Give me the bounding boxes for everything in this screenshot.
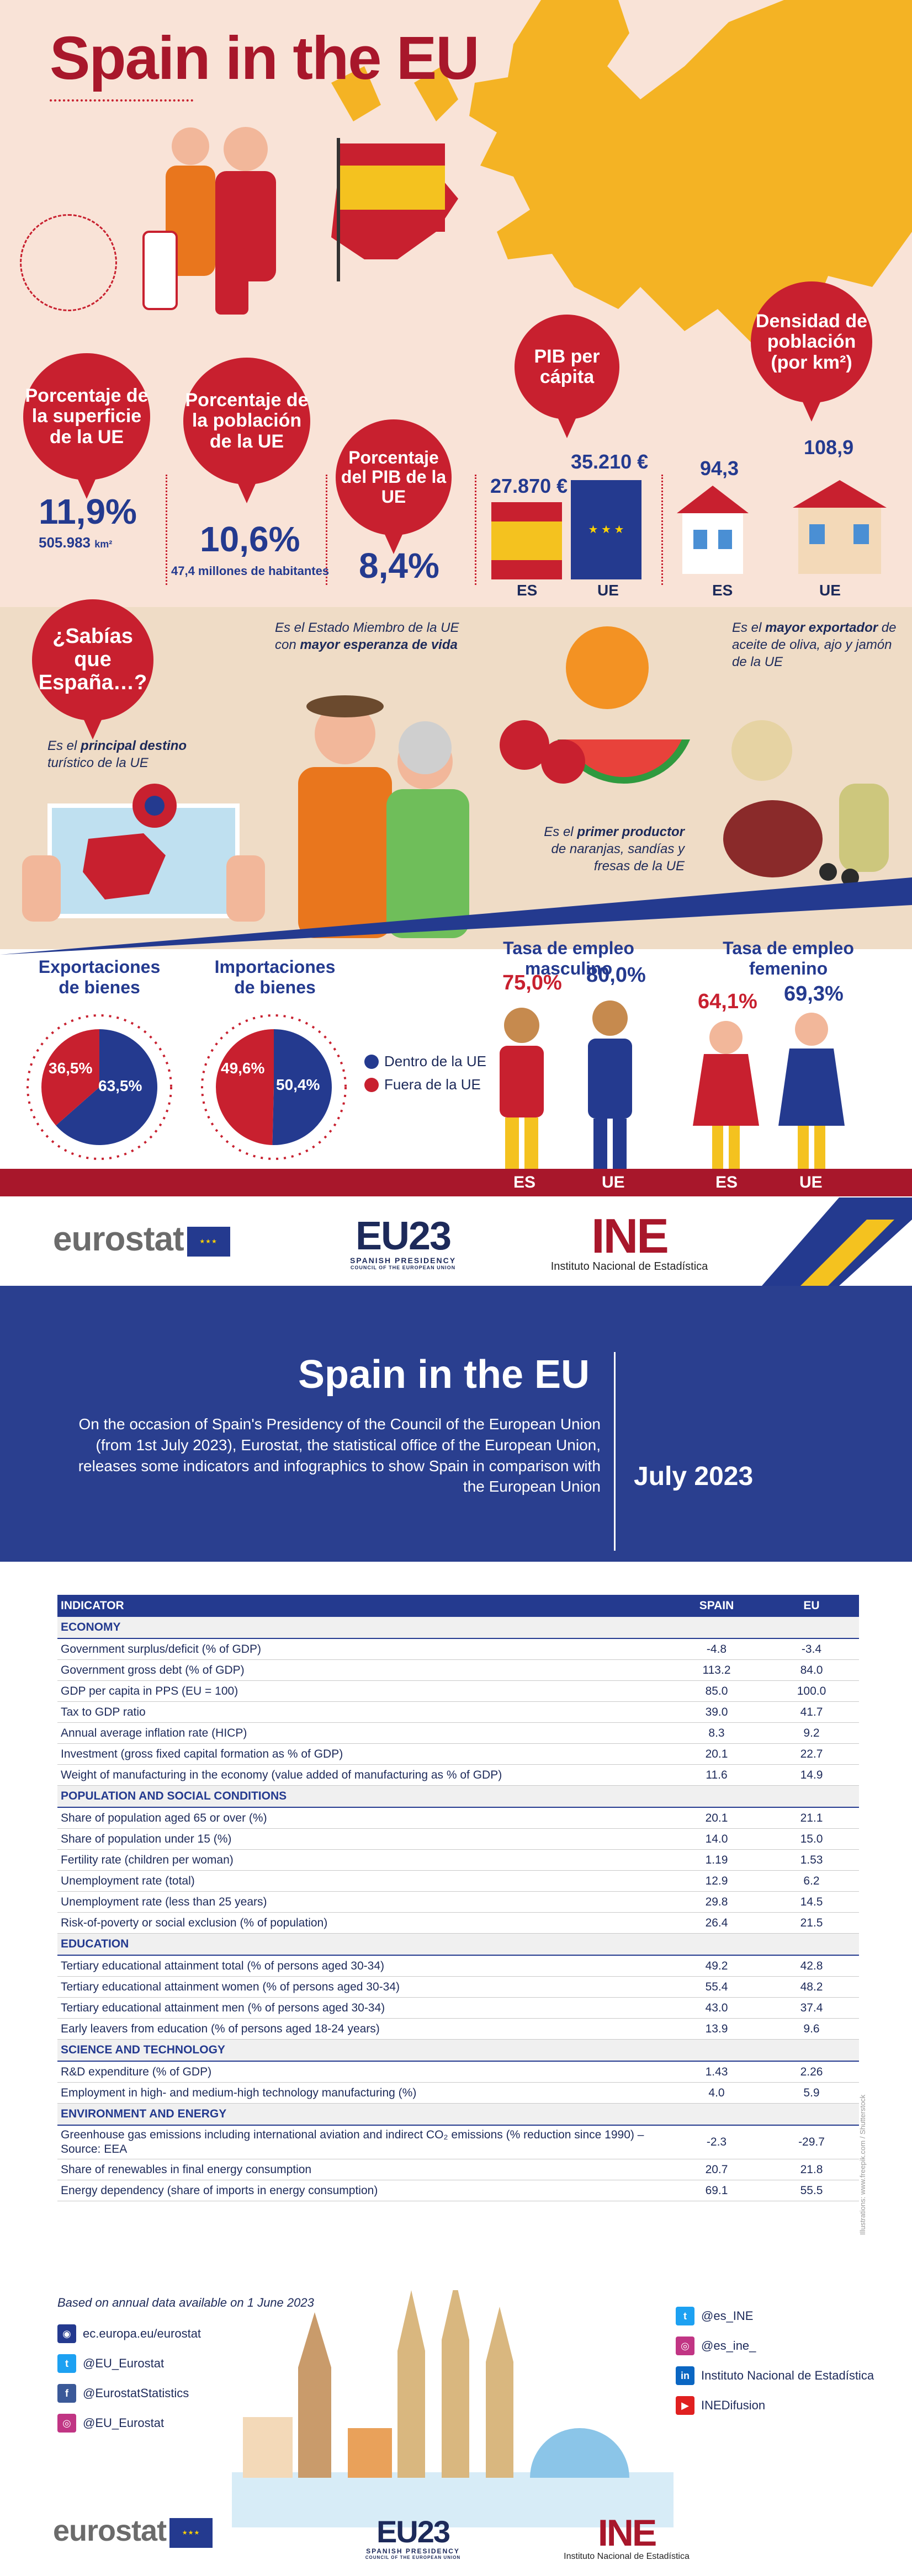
link-website-label: ec.europa.eu/eurostat xyxy=(83,2327,202,2340)
sabias-question: ¿Sabías que España…? xyxy=(38,625,147,694)
eu23-logo xyxy=(342,1216,464,1270)
table-row xyxy=(57,1850,859,1871)
title-underline xyxy=(50,99,193,102)
link-twitter-ine-label: @es_INE xyxy=(701,2309,754,2323)
male-eu-value: 80,0% xyxy=(586,964,646,987)
fact-life-expectancy: Es el Estado Miembro de la UE con mayor esperanza de vida xyxy=(275,620,459,653)
intro-title: Spain in the EU xyxy=(298,1353,590,1397)
female-es-label: ES xyxy=(715,1173,738,1191)
male-es-label: ES xyxy=(513,1173,536,1191)
indicator-name: Unemployment rate (less than 25 years) xyxy=(57,1892,669,1913)
header-indicator: INDICATOR xyxy=(57,1595,669,1617)
spain-flag-icon xyxy=(331,138,453,281)
table-row xyxy=(57,1829,859,1850)
legend-in-dot xyxy=(364,1055,379,1069)
spain-value: 11.6 xyxy=(669,1765,764,1786)
link-linkedin-ine-label: Instituto Nacional de Estadística xyxy=(701,2369,874,2382)
employment-figures xyxy=(486,999,905,1170)
indicators-table xyxy=(57,1595,859,2201)
exports-out-label: 36,5% xyxy=(49,1060,93,1077)
spain-value: 1.43 xyxy=(669,2061,764,2083)
ine-logo-bottom xyxy=(558,2514,696,2562)
table-row xyxy=(57,2061,859,2083)
male-eu-label: UE xyxy=(602,1173,625,1191)
instagram-icon: ◎ xyxy=(676,2337,694,2355)
section-title: SCIENCE AND TECHNOLOGY xyxy=(57,2040,859,2062)
link-youtube-ine[interactable] xyxy=(676,2396,765,2415)
table-row xyxy=(57,1723,859,1744)
superficie-bubble xyxy=(23,353,150,480)
intro-date: July 2023 xyxy=(634,1462,754,1491)
fruits-illustration xyxy=(497,624,696,822)
eu23-logo-bottom-sub2: COUNCIL OF THE EUROPEAN UNION xyxy=(365,2555,461,2560)
eu-flag-icon: ★★★ xyxy=(187,1227,230,1257)
landmarks-illustration xyxy=(232,2290,674,2527)
indicator-name: Investment (gross fixed capital formation as % of GDP) xyxy=(57,1744,669,1765)
table-row xyxy=(57,1702,859,1723)
indicator-name: Employment in high- and medium-high technology manufacturing (%) xyxy=(57,2083,669,2104)
indicator-name: GDP per capita in PPS (EU = 100) xyxy=(57,1681,669,1702)
intro-text: On the occasion of Spain's Presidency of the Council of the European Union (from 1st July 2023), Eurostat, the statistical office of the European Union, releases some indicators and infographics to show Spain in comparison with the European Union xyxy=(78,1415,601,1495)
pib-capita-bubble xyxy=(515,315,619,419)
densidad-es-label: ES xyxy=(712,582,733,599)
link-youtube-ine-label: INEDifusion xyxy=(701,2398,766,2412)
link-facebook-eurostat[interactable] xyxy=(57,2384,189,2403)
spain-value: 69.1 xyxy=(669,2180,764,2201)
pib-capita-es-label: ES xyxy=(517,582,538,599)
eu-value: 15.0 xyxy=(764,1829,859,1850)
female-employment-title: Tasa de empleo femenino xyxy=(723,938,854,978)
link-facebook-eurostat-label: @EurostatStatistics xyxy=(83,2386,189,2400)
fact-tourism: Es el principal destino turístico de la UE xyxy=(47,738,187,771)
data-note: Based on annual data available on 1 June 2023 xyxy=(57,2296,314,2309)
spain-value: 39.0 xyxy=(669,1702,764,1723)
eu-value: 42.8 xyxy=(764,1955,859,1977)
indicator-name: Government gross debt (% of GDP) xyxy=(57,1660,669,1681)
indicator-name: Tertiary educational attainment women (% of persons aged 30-34) xyxy=(57,1977,669,1998)
fact-producer: Es el primer productor de naranjas, sandías y fresas de la UE xyxy=(544,824,685,874)
table-section-header xyxy=(57,1786,859,1808)
decorative-stripes xyxy=(729,1197,912,1286)
eu-value: 55.5 xyxy=(764,2180,859,2201)
twitter-icon: t xyxy=(676,2307,694,2325)
superficie-sub: 505.983 km² xyxy=(39,534,113,551)
poblacion-sub: 47,4 millones de habitantes xyxy=(171,564,330,578)
spain-value: 8.3 xyxy=(669,1723,764,1744)
link-instagram-eurostat-label: @EU_Eurostat xyxy=(83,2416,165,2430)
eu-value: 14.5 xyxy=(764,1892,859,1913)
eu-value: 6.2 xyxy=(764,1871,859,1892)
section-title: ENVIRONMENT AND ENERGY xyxy=(57,2104,859,2126)
link-instagram-eurostat[interactable] xyxy=(57,2414,164,2433)
female-eu-value: 69,3% xyxy=(784,982,844,1005)
eu-value: -29.7 xyxy=(764,2125,859,2159)
spain-value: 26.4 xyxy=(669,1913,764,1934)
spain-value: 29.8 xyxy=(669,1892,764,1913)
link-website[interactable] xyxy=(57,2324,201,2343)
spain-value: 43.0 xyxy=(669,1998,764,2019)
pib-capita-eu-label: UE xyxy=(597,582,619,599)
spain-value: 20.1 xyxy=(669,1807,764,1829)
header-spain: SPAIN xyxy=(669,1595,764,1617)
table-row xyxy=(57,1744,859,1765)
densidad-es-value: 94,3 xyxy=(700,457,739,480)
es-flag-bar xyxy=(491,502,562,579)
pib-capita-eu-value: 35.210 € xyxy=(571,450,649,473)
eu-value: 48.2 xyxy=(764,1977,859,1998)
spain-value: 1.19 xyxy=(669,1850,764,1871)
table-section-header xyxy=(57,2040,859,2062)
densidad-eu-value: 108,9 xyxy=(804,436,854,459)
pib-bubble xyxy=(336,419,452,535)
poblacion-bubble xyxy=(183,358,310,485)
spain-value: 20.1 xyxy=(669,1744,764,1765)
legend-out xyxy=(364,1076,481,1093)
eu-value: 37.4 xyxy=(764,1998,859,2019)
eu-value: 2.26 xyxy=(764,2061,859,2083)
link-linkedin-ine[interactable] xyxy=(676,2366,874,2385)
female-es-value: 64,1% xyxy=(698,990,757,1013)
eu-value: 21.5 xyxy=(764,1913,859,1934)
employment-axis-bar xyxy=(0,1169,912,1196)
illustration-credit: Illustrations: www.freepik.com / Shutterstock xyxy=(858,2094,867,2235)
eu-value: 84.0 xyxy=(764,1660,859,1681)
eu23-logo-sub2: COUNCIL OF THE EUROPEAN UNION xyxy=(350,1265,456,1270)
table-row xyxy=(57,1807,859,1829)
pib-label: Porcentaje del PIB de la UE xyxy=(341,448,447,507)
indicator-name: Tax to GDP ratio xyxy=(57,1702,669,1723)
indicator-name: Share of population aged 65 or over (%) xyxy=(57,1807,669,1829)
eu-flag-bar: ★ ★ ★ xyxy=(571,480,641,579)
instagram-icon: ◎ xyxy=(57,2414,76,2433)
eu-flag-icon: ★★★ xyxy=(169,2518,213,2548)
exports-title: Exportaciones de bienes xyxy=(38,957,161,997)
eu23-logo-sub: SPANISH PRESIDENCY xyxy=(349,1256,457,1265)
imports-in-label: 50,4% xyxy=(276,1076,320,1093)
table-header xyxy=(57,1595,859,1617)
table-row xyxy=(57,1765,859,1786)
eurostat-logo-bottom-text: eurostat xyxy=(53,2514,167,2547)
divider xyxy=(661,475,663,585)
eurostat-logo-text: eurostat xyxy=(53,1220,184,1258)
facebook-icon: f xyxy=(57,2384,76,2403)
pib-value: 8,4% xyxy=(359,546,439,586)
indicator-name: Tertiary educational attainment men (% of persons aged 30-34) xyxy=(57,1998,669,2019)
indicator-name: Annual average inflation rate (HICP) xyxy=(57,1723,669,1744)
indicator-name: Share of population under 15 (%) xyxy=(57,1829,669,1850)
ine-logo-bottom-text: INE xyxy=(597,2512,656,2554)
ine-logo xyxy=(547,1209,712,1273)
indicator-name: Tertiary educational attainment total (% of persons aged 30-34) xyxy=(57,1955,669,1977)
twitter-icon: t xyxy=(57,2354,76,2373)
table-section-header xyxy=(57,1617,859,1638)
superficie-value: 11,9% xyxy=(39,492,137,531)
table-row xyxy=(57,1871,859,1892)
spain-value: -4.8 xyxy=(669,1638,764,1660)
section-title: EDUCATION xyxy=(57,1934,859,1956)
canary-islands-inset xyxy=(20,214,117,311)
eu-value: 9.2 xyxy=(764,1723,859,1744)
densidad-eu-label: UE xyxy=(819,582,841,599)
eu-value: 22.7 xyxy=(764,1744,859,1765)
link-twitter-ine[interactable] xyxy=(676,2307,753,2325)
indicator-name: Energy dependency (share of imports in energy consumption) xyxy=(57,2180,669,2201)
spain-value: 4.0 xyxy=(669,2083,764,2104)
table-row xyxy=(57,2180,859,2201)
indicator-name: Share of renewables in final energy consumption xyxy=(57,2159,669,2180)
divider xyxy=(475,475,476,585)
table-row xyxy=(57,1998,859,2019)
indicator-name: Early leavers from education (% of persons aged 18-24 years) xyxy=(57,2019,669,2040)
link-instagram-ine[interactable] xyxy=(676,2337,756,2355)
spain-value: 12.9 xyxy=(669,1871,764,1892)
eu-value: 21.8 xyxy=(764,2159,859,2180)
indicator-name: Risk-of-poverty or social exclusion (% of population) xyxy=(57,1913,669,1934)
table-row xyxy=(57,2125,859,2159)
pib-capita-es-value: 27.870 € xyxy=(490,475,568,497)
legend-out-dot xyxy=(364,1078,379,1092)
imports-out-slice xyxy=(216,1029,274,1145)
eu-value: 1.53 xyxy=(764,1850,859,1871)
table-row xyxy=(57,1955,859,1977)
female-eu-label: UE xyxy=(799,1173,823,1191)
indicator-name: Government surplus/deficit (% of GDP) xyxy=(57,1638,669,1660)
spain-value: 14.0 xyxy=(669,1829,764,1850)
poblacion-value: 10,6% xyxy=(200,519,300,559)
indicator-name: R&D expenditure (% of GDP) xyxy=(57,2061,669,2083)
spain-value: 49.2 xyxy=(669,1955,764,1977)
table-row xyxy=(57,2159,859,2180)
spain-value: 20.7 xyxy=(669,2159,764,2180)
eurostat-logo-bottom xyxy=(53,2514,213,2548)
eu23-logo-bottom-sub: SPANISH PRESIDENCY xyxy=(366,2547,460,2555)
indicator-name: Fertility rate (children per woman) xyxy=(57,1850,669,1871)
table-row xyxy=(57,2019,859,2040)
header-section xyxy=(0,0,912,607)
fact-exporter: Es el mayor exportador de aceite de oliva, ajo y jamón de la UE xyxy=(732,620,897,670)
poblacion-label: Porcentaje de la población de la UE xyxy=(185,389,309,452)
eu23-logo-bottom xyxy=(358,2516,468,2560)
table-section-header xyxy=(57,2104,859,2126)
globe-icon: ◉ xyxy=(57,2324,76,2343)
eu-value: 9.6 xyxy=(764,2019,859,2040)
table-row xyxy=(57,1977,859,1998)
houses-illustration xyxy=(671,480,903,579)
indicator-name: Greenhouse gas emissions including international aviation and indirect CO₂ emissions (% reduction since 1990) – Source: EEA xyxy=(57,2125,669,2159)
section-title: POPULATION AND SOCIAL CONDITIONS xyxy=(57,1786,859,1808)
imports-out-label: 49,6% xyxy=(221,1060,265,1077)
table-row xyxy=(57,2083,859,2104)
youtube-icon: ▶ xyxy=(676,2396,694,2415)
spain-value: 13.9 xyxy=(669,2019,764,2040)
table-row xyxy=(57,1892,859,1913)
eu23-logo-bottom-text: EU23 xyxy=(376,2514,450,2549)
spain-value: 113.2 xyxy=(669,1660,764,1681)
ine-logo-text: INE xyxy=(591,1209,667,1263)
exports-in-label: 63,5% xyxy=(98,1077,142,1094)
section-title: ECONOMY xyxy=(57,1617,859,1638)
link-instagram-ine-label: @es_ine_ xyxy=(701,2339,756,2353)
spain-value: -2.3 xyxy=(669,2125,764,2159)
imports-donut xyxy=(197,1010,351,1164)
ine-logo-sub: Instituto Nacional de Estadística xyxy=(550,1260,708,1273)
imports-title: Importaciones de bienes xyxy=(214,957,336,997)
indicator-name: Weight of manufacturing in the economy (value added of manufacturing as % of GDP) xyxy=(57,1765,669,1786)
table-section-header xyxy=(57,1934,859,1956)
intro-divider xyxy=(614,1352,616,1551)
link-twitter-eurostat[interactable] xyxy=(57,2354,164,2373)
male-employment-title: Tasa de empleo masculino xyxy=(503,938,634,978)
eurostat-logo xyxy=(53,1220,230,1259)
ine-logo-bottom-sub: Instituto Nacional de Estadística xyxy=(564,2552,690,2561)
legend-out-label: Fuera de la UE xyxy=(384,1076,481,1093)
spain-value: 55.4 xyxy=(669,1977,764,1998)
eu23-logo-text: EU23 xyxy=(355,1214,451,1258)
intro-section xyxy=(0,1286,912,1562)
header-eu: EU xyxy=(764,1595,859,1617)
divider xyxy=(166,475,167,585)
table-row xyxy=(57,1660,859,1681)
link-twitter-eurostat-label: @EU_Eurostat xyxy=(83,2356,165,2370)
legend-in-label: Dentro de la UE xyxy=(384,1053,486,1069)
eu-value: 41.7 xyxy=(764,1702,859,1723)
page-title: Spain in the EU xyxy=(50,24,479,92)
spain-value: 85.0 xyxy=(669,1681,764,1702)
linkedin-icon: in xyxy=(676,2366,694,2385)
table-row xyxy=(57,1913,859,1934)
densidad-bubble xyxy=(751,281,872,403)
table-row xyxy=(57,1638,859,1660)
eu-value: -3.4 xyxy=(764,1638,859,1660)
densidad-label: Densidad de población (por km²) xyxy=(755,310,868,373)
legend-in xyxy=(364,1053,486,1070)
eu-value: 21.1 xyxy=(764,1807,859,1829)
pib-capita-label: PIB per cápita xyxy=(534,345,600,387)
superficie-label: Porcentaje de la superficie de la UE xyxy=(25,385,149,448)
sabias-bubble xyxy=(32,599,153,721)
male-es-value: 75,0% xyxy=(502,971,562,994)
indicator-name: Unemployment rate (total) xyxy=(57,1871,669,1892)
family-illustration xyxy=(132,105,298,326)
eu-value: 5.9 xyxy=(764,2083,859,2104)
eu-value: 14.9 xyxy=(764,1765,859,1786)
eu-value: 100.0 xyxy=(764,1681,859,1702)
table-row xyxy=(57,1681,859,1702)
